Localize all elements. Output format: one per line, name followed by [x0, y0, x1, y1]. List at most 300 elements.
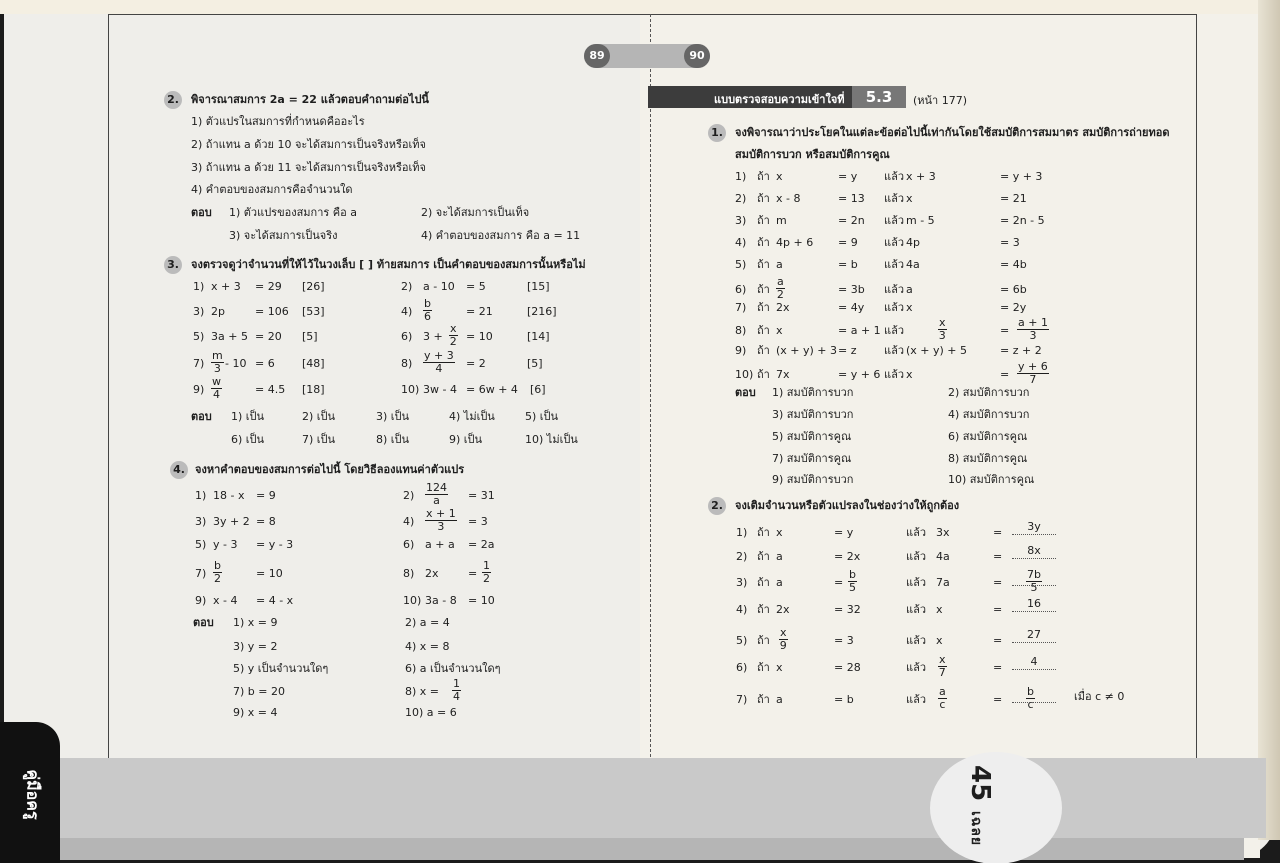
equation-lhs-fraction	[211, 350, 224, 375]
equation-lhs: 18 - x	[213, 489, 245, 502]
equation-number: 1)	[193, 280, 205, 293]
statement-d: = 21	[1000, 192, 1027, 205]
equation-lhs-fraction-numerator: m	[212, 349, 223, 362]
statement-c: 4a	[906, 258, 920, 271]
equation-number: 6)	[401, 330, 413, 343]
then-word: แล้ว	[884, 192, 905, 205]
answer-item: 4) x = 8	[405, 640, 450, 653]
equation-bracket-value: [15]	[527, 280, 550, 293]
fill-answer-fraction-numerator: b	[1027, 685, 1034, 698]
if-word: ถ้า	[757, 550, 770, 563]
statement-d: = 2n - 5	[1000, 214, 1045, 227]
equation-lhs: 3 +	[423, 330, 443, 343]
then-word: แล้ว	[884, 344, 905, 357]
answer-item: 2) a = 4	[405, 616, 450, 629]
answer-item: 3) เป็น	[376, 410, 410, 423]
section-label: แบบตรวจสอบความเข้าใจที่	[714, 93, 845, 106]
equation-rhs: = 10	[466, 330, 493, 343]
fill-c: 7a	[936, 576, 950, 589]
equation-rhs: =	[468, 567, 478, 580]
statement-a: 4p + 6	[776, 236, 814, 249]
equation-number: 2)	[401, 280, 413, 293]
answer-item: 5) เป็น	[525, 410, 559, 423]
page-label-word: เฉลย	[968, 811, 984, 847]
fill-a: x	[776, 661, 783, 674]
statement-c-fraction	[938, 317, 947, 342]
statement-a-fraction-numerator: a	[777, 275, 784, 288]
question-title: จงตรวจดูว่าจำนวนที่ให้ไว้ในวงเล็บ [ ] ท้ายสมการ เป็นคำตอบของสมการนั้นหรือไม่	[191, 258, 586, 271]
fill-c-fraction	[938, 686, 947, 711]
answer-item: 10) ไม่เป็น	[525, 433, 578, 446]
statement-a-fraction	[776, 276, 785, 301]
equation-number: 6)	[403, 538, 415, 551]
if-word: ถ้า	[757, 344, 770, 357]
answer-label: ตอบ	[191, 206, 212, 219]
fill-number: 4)	[736, 603, 748, 616]
statement-b: = b	[838, 258, 858, 271]
answer-label: ตอบ	[191, 410, 212, 423]
if-word: ถ้า	[757, 324, 770, 337]
fill-b: = y	[834, 526, 854, 539]
answer-blank: 8x	[1012, 544, 1056, 559]
page-number-left: 89	[584, 44, 610, 68]
fill-c: x	[936, 634, 943, 647]
fill-a: x	[776, 526, 783, 539]
statement-c-fraction-numerator: x	[939, 316, 946, 329]
fill-b-fraction-denominator: 5	[848, 581, 856, 594]
fill-c: 4a	[936, 550, 950, 563]
answer-fraction-numerator: 1	[453, 677, 460, 690]
then-word: แล้ว	[884, 258, 905, 271]
answer-item: 2) เป็น	[302, 410, 336, 423]
equation-bracket-value: [26]	[302, 280, 325, 293]
if-word: ถ้า	[757, 192, 770, 205]
equation-rhs-fraction-numerator: 1	[483, 559, 490, 572]
fill-answer-fraction-numerator: 7b	[1027, 568, 1041, 581]
equation-number: 10)	[401, 383, 420, 396]
fill-answer-fraction-denominator: c	[1027, 698, 1034, 711]
answer-fraction	[452, 678, 461, 703]
fill-a-fraction-denominator: 9	[779, 639, 787, 652]
equation-number: 5)	[195, 538, 207, 551]
equation-rhs: = 2a	[468, 538, 495, 551]
if-word: ถ้า	[757, 236, 770, 249]
statement-number: 10)	[735, 368, 754, 381]
equation-number: 3)	[195, 515, 207, 528]
if-word: ถ้า	[757, 368, 770, 381]
equation-lhs-fraction-numerator: x	[450, 322, 457, 335]
statement-c-fraction-denominator: 3	[938, 329, 946, 342]
fill-number: 3)	[736, 576, 748, 589]
answer-item: 7) สมบัติการคูณ	[772, 452, 852, 465]
then-word: แล้ว	[884, 368, 905, 381]
fill-a: a	[776, 693, 783, 706]
statement-a: 2x	[776, 301, 790, 314]
answer-label: ตอบ	[193, 616, 214, 629]
statement-b: = z	[838, 344, 857, 357]
question-number: 2.	[708, 497, 726, 515]
statement-d-fraction-denominator: 7	[1029, 373, 1037, 386]
if-word: ถ้า	[757, 258, 770, 271]
statement-d: = 2y	[1000, 301, 1027, 314]
statement-a: x	[776, 170, 783, 183]
statement-a: a	[776, 258, 783, 271]
equation-rhs: = 4.5	[255, 383, 286, 396]
question-item: 4) คำตอบของสมการคือจำนวนใด	[191, 183, 353, 196]
equation-number: 8)	[403, 567, 415, 580]
statement-a: (x + y) + 3	[776, 344, 838, 357]
answer-item: 3) จะได้สมการเป็นจริง	[229, 229, 338, 242]
answer-item: 1) เป็น	[231, 410, 265, 423]
answer-blank	[1012, 585, 1056, 586]
equation-number: 4)	[403, 515, 415, 528]
equation-lhs-fraction	[449, 323, 458, 348]
statement-d: =	[1000, 368, 1010, 381]
answer-item: 9) เป็น	[449, 433, 483, 446]
statement-b: = a + 1	[838, 324, 881, 337]
answer-item: 8) เป็น	[376, 433, 410, 446]
equation-number: 9)	[195, 594, 207, 607]
equation-rhs-fraction	[482, 560, 491, 585]
statement-number: 6)	[735, 283, 747, 296]
answer-blank: 16	[1012, 597, 1056, 612]
equation-lhs: - 10	[225, 357, 247, 370]
equation-lhs-fraction	[425, 508, 457, 533]
equation-number: 10)	[403, 594, 422, 607]
statement-b: = y + 6	[838, 368, 881, 381]
equation-lhs-fraction-denominator: 4	[435, 362, 443, 375]
equation-lhs-fraction-numerator: 124	[426, 481, 447, 494]
equation-lhs: 3y + 2	[213, 515, 250, 528]
statement-number: 2)	[735, 192, 747, 205]
book-edge	[1258, 0, 1280, 840]
answer-item: 1) สมบัติการบวก	[772, 386, 854, 399]
equation-rhs: = 106	[255, 305, 289, 318]
equation-bracket-value: [5]	[527, 357, 543, 370]
fill-answer-fraction-denominator: 5	[1030, 581, 1038, 594]
equation-number: 7)	[193, 357, 205, 370]
answer-item: 7) b = 20	[233, 685, 285, 698]
section-page-ref: (หน้า 177)	[913, 94, 968, 107]
fill-a-fraction-numerator: x	[780, 626, 787, 639]
equation-lhs-fraction	[213, 560, 222, 585]
equation-rhs: = 10	[468, 594, 495, 607]
answer-item: 3) สมบัติการบวก	[772, 408, 854, 421]
then-word: แล้ว	[884, 170, 905, 183]
equation-rhs: = 10	[256, 567, 283, 580]
if-word: ถ้า	[757, 170, 770, 183]
statement-d-fraction-denominator: 3	[1029, 329, 1037, 342]
equation-bracket-value: [18]	[302, 383, 325, 396]
equation-lhs-fraction-denominator: 3	[213, 362, 221, 375]
statement-c: x	[906, 301, 913, 314]
equation-rhs: = 21	[466, 305, 493, 318]
question-number: 3.	[164, 256, 182, 274]
statement-b: = 13	[838, 192, 865, 205]
fill-number: 5)	[736, 634, 748, 647]
then-word: แล้ว	[906, 634, 927, 647]
answer-fraction-denominator: 4	[453, 690, 460, 703]
section-number: 5.3	[852, 86, 906, 108]
statement-number: 4)	[735, 236, 747, 249]
equation-number: 4)	[401, 305, 413, 318]
if-word: ถ้า	[757, 634, 770, 647]
fill-a: a	[776, 576, 783, 589]
fill-c-fraction-numerator: x	[939, 653, 946, 666]
answer-item: 8) สมบัติการคูณ	[948, 452, 1028, 465]
answer-item: 9) สมบัติการบวก	[772, 473, 854, 486]
fill-answer-fraction	[1026, 686, 1035, 711]
answer-item: 5) สมบัติการคูณ	[772, 430, 852, 443]
answer-item: 2) จะได้สมการเป็นเท็จ	[421, 206, 530, 219]
equals-sign: =	[993, 661, 1003, 674]
equation-bracket-value: [48]	[302, 357, 325, 370]
statement-c: m - 5	[906, 214, 935, 227]
equation-lhs-fraction-numerator: y + 3	[424, 349, 454, 362]
statement-b: = 2n	[838, 214, 865, 227]
equals-sign: =	[993, 634, 1003, 647]
page-divider	[650, 14, 651, 757]
statement-a-fraction-denominator: 2	[776, 288, 784, 301]
statement-number: 9)	[735, 344, 747, 357]
statement-number: 1)	[735, 170, 747, 183]
page-label-number: 45	[965, 765, 995, 802]
statement-d-fraction-numerator: y + 6	[1018, 360, 1048, 373]
equation-bracket-value: [5]	[302, 330, 318, 343]
equation-lhs-fraction-denominator: 2	[213, 572, 221, 585]
if-word: ถ้า	[757, 576, 770, 589]
statement-c: 4p	[906, 236, 920, 249]
then-word: แล้ว	[884, 283, 905, 296]
equation-lhs-fraction-denominator: 6	[423, 310, 431, 323]
equation-lhs-fraction-denominator: a	[433, 494, 440, 507]
statement-number: 8)	[735, 324, 747, 337]
question-title: จงหาคำตอบของสมการต่อไปนี้ โดยวิธีลองแทนค่าตัวแปร	[195, 463, 465, 476]
fill-answer-fraction	[1026, 569, 1042, 594]
statement-b: = 4y	[838, 301, 865, 314]
equation-number: 5)	[193, 330, 205, 343]
equation-rhs: = 6	[255, 357, 275, 370]
page-number-pill	[584, 44, 710, 68]
answer-item: 5) y เป็นจำนวนใดๆ	[233, 662, 329, 675]
question-number: 2.	[164, 91, 182, 109]
equals-sign: =	[993, 693, 1003, 706]
fill-b: = 28	[834, 661, 861, 674]
fill-number: 1)	[736, 526, 748, 539]
condition-note: เมื่อ c ≠ 0	[1074, 690, 1125, 703]
equation-rhs: = 9	[256, 489, 276, 502]
equation-lhs-fraction-numerator: b	[424, 297, 431, 310]
fill-b-fraction	[848, 569, 857, 594]
statement-c: (x + y) + 5	[906, 344, 968, 357]
then-word: แล้ว	[884, 214, 905, 227]
bottom-band-shadow	[4, 838, 1244, 860]
question-number: 1.	[708, 124, 726, 142]
equation-rhs: = 20	[255, 330, 282, 343]
equation-lhs: y - 3	[213, 538, 238, 551]
equation-number: 3)	[193, 305, 205, 318]
equation-lhs-fraction-denominator: 2	[449, 335, 457, 348]
fill-a: a	[776, 550, 783, 563]
then-word: แล้ว	[906, 576, 927, 589]
answer-item: 6) a เป็นจำนวนใดๆ	[405, 662, 501, 675]
statement-c: x + 3	[906, 170, 936, 183]
equation-number: 2)	[403, 489, 415, 502]
fill-number: 6)	[736, 661, 748, 674]
answer-item: 9) x = 4	[233, 706, 278, 719]
equals-sign: =	[993, 603, 1003, 616]
statement-d: = 3	[1000, 236, 1020, 249]
statement-number: 7)	[735, 301, 747, 314]
equation-lhs: a + a	[425, 538, 455, 551]
equation-rhs: = 8	[256, 515, 276, 528]
question-title: จงพิจารณาว่าประโยคในแต่ละข้อต่อไปนี้เท่ากันโดยใช้สมบัติการสมมาตร สมบัติการถ่ายทอด	[735, 126, 1170, 139]
question-item: 1) ตัวแปรในสมการที่กำหนดคืออะไร	[191, 115, 365, 128]
equation-rhs-fraction-denominator: 2	[483, 572, 490, 585]
side-tab	[0, 722, 60, 863]
answer-item: 1) ตัวแปรของสมการ คือ a	[229, 206, 357, 219]
answer-item: 6) สมบัติการคูณ	[948, 430, 1028, 443]
equation-rhs: = 29	[255, 280, 282, 293]
answer-item: 10) สมบัติการคูณ	[948, 473, 1035, 486]
equation-number: 7)	[195, 567, 207, 580]
if-word: ถ้า	[757, 283, 770, 296]
answer-item: 3) y = 2	[233, 640, 278, 653]
fill-b: =	[834, 576, 844, 589]
statement-d-fraction-numerator: a + 1	[1018, 316, 1048, 329]
question-number: 4.	[170, 461, 188, 479]
statement-d: = 6b	[1000, 283, 1027, 296]
fill-c: 3x	[936, 526, 950, 539]
equation-lhs-fraction	[211, 376, 222, 401]
fill-c-fraction-denominator: 7	[938, 666, 946, 679]
equation-lhs-fraction-numerator: x + 1	[426, 507, 456, 520]
statement-c: a	[906, 283, 913, 296]
answer-item: 4) สมบัติการบวก	[948, 408, 1030, 421]
equation-rhs: = 3	[468, 515, 488, 528]
equation-lhs-fraction-numerator: w	[212, 375, 221, 388]
if-word: ถ้า	[757, 301, 770, 314]
statement-d: = z + 2	[1000, 344, 1042, 357]
statement-number: 3)	[735, 214, 747, 227]
then-word: แล้ว	[906, 526, 927, 539]
if-word: ถ้า	[757, 693, 770, 706]
answer-blank: 4	[1012, 655, 1056, 670]
equation-rhs: = 4 - x	[256, 594, 294, 607]
statement-d-fraction	[1017, 361, 1049, 386]
statement-a: x	[776, 324, 783, 337]
equation-lhs: x - 4	[213, 594, 238, 607]
equation-lhs: 3a - 8	[425, 594, 457, 607]
if-word: ถ้า	[757, 526, 770, 539]
equation-rhs: = 31	[468, 489, 495, 502]
equation-lhs: 2x	[425, 567, 439, 580]
side-tab-label: คู่มือครู	[23, 769, 43, 820]
question-title: จงเติมจำนวนหรือตัวแปรลงในช่องว่างให้ถูกต้อง	[735, 499, 960, 512]
fill-a: 2x	[776, 603, 790, 616]
top-strip	[0, 0, 1280, 14]
statement-d: = y + 3	[1000, 170, 1043, 183]
statement-b: = 3b	[838, 283, 865, 296]
fill-c-fraction-denominator: c	[939, 698, 946, 711]
then-word: แล้ว	[884, 236, 905, 249]
then-word: แล้ว	[884, 301, 905, 314]
equation-lhs: 3w - 4	[423, 383, 457, 396]
if-word: ถ้า	[757, 603, 770, 616]
equation-rhs: = y - 3	[256, 538, 294, 551]
equation-lhs-fraction	[423, 298, 432, 323]
then-word: แล้ว	[906, 603, 927, 616]
answer-item: 10) a = 6	[405, 706, 457, 719]
equation-number: 8)	[401, 357, 413, 370]
statement-d: = 4b	[1000, 258, 1027, 271]
fill-c-fraction-numerator: a	[939, 685, 946, 698]
statement-c: x	[906, 368, 913, 381]
statement-a: m	[776, 214, 787, 227]
equation-lhs-fraction-denominator: 4	[213, 388, 220, 401]
then-word: แล้ว	[906, 693, 927, 706]
equation-bracket-value: [216]	[527, 305, 557, 318]
equation-lhs: 2p	[211, 305, 225, 318]
fill-number: 2)	[736, 550, 748, 563]
equals-sign: =	[993, 526, 1003, 539]
answer-item: 8) x =	[405, 685, 440, 698]
equation-rhs: = 5	[466, 280, 486, 293]
answer-item: 4) ไม่เป็น	[449, 410, 495, 423]
answer-blank: 27	[1012, 628, 1056, 643]
equals-sign: =	[993, 550, 1003, 563]
equation-number: 9)	[193, 383, 205, 396]
question-item: 2) ถ้าแทน a ด้วย 10 จะได้สมการเป็นจริงหรือเท็จ	[191, 138, 426, 151]
statement-number: 5)	[735, 258, 747, 271]
equation-bracket-value: [6]	[530, 383, 546, 396]
question-title-line2: สมบัติการบวก หรือสมบัติการคูณ	[735, 148, 890, 161]
answer-item: 2) สมบัติการบวก	[948, 386, 1030, 399]
equation-lhs-fraction	[425, 482, 448, 507]
answer-item: 7) เป็น	[302, 433, 336, 446]
equation-rhs: = 6w + 4	[466, 383, 518, 396]
equals-sign: =	[993, 576, 1003, 589]
statement-d: =	[1000, 324, 1010, 337]
answer-item: 4) คำตอบของสมการ คือ a = 11	[421, 229, 581, 242]
equation-lhs: 3a + 5	[211, 330, 248, 343]
question-title: พิจารณาสมการ 2a = 22 แล้วตอบคำถามต่อไปนี้	[191, 93, 429, 106]
then-word: แล้ว	[906, 550, 927, 563]
fill-a-fraction	[779, 627, 788, 652]
answer-blank: 3y	[1012, 520, 1056, 535]
fill-c-fraction	[938, 654, 947, 679]
statement-a: 7x	[776, 368, 790, 381]
equation-bracket-value: [14]	[527, 330, 550, 343]
fill-number: 7)	[736, 693, 748, 706]
statement-c: x	[906, 192, 913, 205]
fill-b: = 2x	[834, 550, 861, 563]
equation-lhs: x + 3	[211, 280, 241, 293]
fill-c: x	[936, 603, 943, 616]
statement-b: = y	[838, 170, 858, 183]
fill-b: = 3	[834, 634, 854, 647]
equation-lhs: a - 10	[423, 280, 455, 293]
equation-lhs-fraction-denominator: 3	[437, 520, 445, 533]
bottom-band	[4, 758, 1266, 838]
statement-d-fraction	[1017, 317, 1049, 342]
answer-item: 6) เป็น	[231, 433, 265, 446]
equation-bracket-value: [53]	[302, 305, 325, 318]
then-word: แล้ว	[906, 661, 927, 674]
answer-label: ตอบ	[735, 386, 756, 399]
fill-b: = 32	[834, 603, 861, 616]
answer-item: 1) x = 9	[233, 616, 278, 629]
